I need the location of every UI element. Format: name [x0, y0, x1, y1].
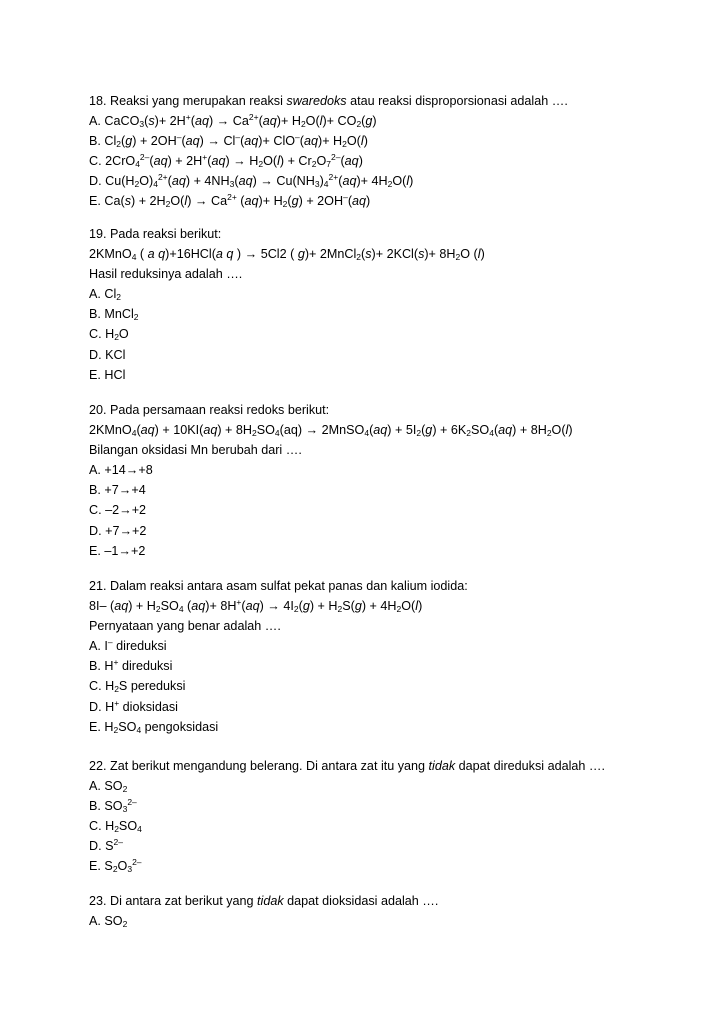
text-segment: ) → Ca: [208, 114, 249, 129]
italic-text: aq: [114, 599, 129, 614]
subscript: 3: [139, 119, 145, 130]
question-line: [89, 521, 719, 541]
text-segment: O: [316, 154, 327, 169]
text-segment: SO: [160, 599, 179, 614]
text-segment: SO: [118, 819, 138, 834]
subscript: 2: [293, 604, 299, 615]
text-segment: (: [190, 114, 195, 129]
text-segment: (: [136, 247, 148, 262]
subscript: 4: [364, 428, 370, 439]
subscript: 2: [342, 139, 347, 150]
text-segment: C. H: [89, 327, 115, 342]
italic-text: g: [125, 134, 133, 149]
text-segment: )+ 2MnCl: [304, 247, 357, 262]
text-segment: ): [568, 423, 573, 438]
question-line: [89, 676, 719, 696]
text-segment: S pereduksi: [118, 679, 186, 694]
text-segment: B. MnCl: [89, 307, 134, 322]
text-segment: ) → Cu(NH: [252, 174, 315, 189]
question-line: [89, 911, 719, 931]
text-segment: E. H: [89, 719, 114, 734]
superscript: 2–: [132, 857, 142, 868]
text-segment: B. H: [89, 659, 114, 674]
text-segment: ) + H: [128, 599, 156, 614]
subscript: 3: [229, 179, 235, 190]
italic-text: aq: [238, 174, 253, 189]
text-segment: E. –1→+2: [89, 543, 146, 558]
text-segment: Bilangan oksidasi Mn berubah dari ….: [89, 443, 302, 458]
italic-text: aq: [303, 134, 318, 149]
italic-text: l: [415, 599, 419, 614]
italic-text: g: [425, 423, 433, 438]
text-segment: S(: [342, 599, 355, 614]
italic-text: g: [297, 247, 305, 262]
text-segment: (: [181, 134, 186, 149]
question-line: [89, 500, 719, 520]
question-line: [89, 151, 719, 171]
question-block: [89, 891, 719, 931]
text-segment: E. Ca(: [89, 194, 125, 209]
subscript: 2: [416, 428, 422, 439]
text-segment: A. Cl: [89, 287, 117, 302]
text-segment: ) → Cl: [199, 134, 236, 149]
text-segment: ): [409, 174, 414, 189]
text-segment: ): [363, 134, 368, 149]
question-text: [89, 576, 719, 596]
text-segment: A. CaCO: [89, 114, 140, 129]
question-line: [89, 541, 719, 561]
text-segment: 23. Di antara zat berikut yang: [89, 894, 258, 908]
subscript: 2: [466, 428, 471, 439]
text-segment: Hasil reduksinya adalah ….: [89, 267, 243, 282]
question-line: [89, 616, 719, 636]
text-segment: ): [372, 114, 377, 129]
text-segment: ) + 2OH: [132, 134, 177, 149]
question-line: [89, 345, 719, 365]
text-segment: (: [493, 423, 499, 438]
italic-text: s: [148, 114, 155, 129]
italic-text: l: [360, 134, 364, 149]
subscript: 4: [489, 428, 494, 439]
text-segment: ): [366, 194, 371, 209]
superscript: 2+: [248, 112, 259, 123]
text-segment: (: [136, 423, 141, 438]
superscript: +: [114, 697, 120, 708]
superscript: 2+: [227, 192, 237, 203]
question-text: [89, 756, 719, 776]
italic-text: aq: [191, 599, 206, 614]
subscript: 4: [274, 428, 280, 439]
subscript: 2: [114, 684, 119, 695]
text-segment: ) + 2OH: [298, 194, 344, 209]
subscript: 4: [323, 179, 329, 190]
subscript: 2: [165, 199, 171, 210]
text-segment: C. 2CrO: [89, 154, 136, 169]
question-line: [89, 111, 719, 131]
italic-text: g: [302, 599, 310, 614]
text-segment: ) + 8H: [217, 423, 252, 438]
superscript: –: [107, 637, 113, 648]
subscript: 2: [251, 428, 257, 439]
text-segment: O: [118, 327, 129, 342]
text-segment: O(: [305, 114, 320, 129]
text-segment: ) + 10KI(: [154, 423, 204, 438]
text-segment: pengoksidasi: [141, 719, 219, 734]
text-segment: ) + Cr: [279, 154, 312, 169]
subscript: 2: [113, 724, 119, 735]
text-segment: O (: [460, 247, 478, 262]
italic-text: aq: [245, 599, 260, 614]
question-line: [89, 440, 719, 460]
italic-text: g: [365, 114, 373, 129]
text-segment: ) + 4H: [361, 599, 397, 614]
text-segment: (: [369, 423, 374, 438]
subscript: 2: [337, 604, 343, 615]
question-block: [89, 756, 719, 877]
subscript: 4: [178, 604, 184, 615]
italic-text: g: [291, 194, 299, 209]
italic-text: l: [406, 174, 410, 189]
text-segment: O(: [346, 134, 361, 149]
text-segment: atau reaksi disproporsionasi adalah ….: [346, 94, 568, 108]
text-segment: )+ H: [276, 114, 301, 129]
text-segment: (: [347, 194, 353, 209]
text-segment: ) → 5Cl2 (: [233, 247, 298, 262]
text-segment: dapat direduksi adalah ….: [455, 759, 605, 773]
text-segment: B. +7→+4: [89, 483, 146, 498]
text-segment: 2KMnO: [89, 247, 132, 262]
italic-text: swaredoks: [286, 94, 347, 108]
text-segment: 20. Pada persamaan reaksi redoks berikut:: [89, 403, 330, 417]
question-block: [89, 224, 719, 385]
text-segment: ) → Ca: [187, 194, 228, 209]
text-segment: C. H: [89, 679, 115, 694]
text-segment: )+ 4H: [356, 174, 388, 189]
text-segment: ) + 5I: [387, 423, 417, 438]
subscript: 3: [314, 179, 320, 190]
text-segment: SO: [118, 719, 137, 734]
superscript: –: [343, 192, 348, 203]
text-segment: O(: [263, 154, 278, 169]
text-segment: ) → 4I: [259, 599, 294, 614]
question-block: [89, 576, 719, 737]
text-segment: ) + 2H: [167, 154, 203, 169]
text-segment: )+ 8H: [424, 247, 456, 262]
text-segment: 21. Dalam reaksi antara asam sulfat pekat panas dan kalium iodida:: [89, 579, 468, 593]
text-segment: ): [319, 174, 324, 189]
question-line: [89, 480, 719, 500]
question-line: [89, 816, 719, 836]
text-segment: (: [149, 154, 154, 169]
superscript: +: [113, 657, 119, 668]
question-line: [89, 656, 719, 676]
subscript: 2: [396, 604, 402, 615]
text-segment: (: [240, 134, 245, 149]
superscript: 2–: [331, 152, 341, 163]
text-segment: SO: [471, 423, 490, 438]
subscript: 2: [114, 824, 119, 835]
text-segment: (: [241, 599, 246, 614]
text-segment: C. –2→+2: [89, 503, 147, 518]
subscript: 4: [153, 179, 158, 190]
subscript: 4: [136, 724, 142, 735]
superscript: +: [185, 112, 191, 123]
text-segment: O: [117, 859, 128, 874]
question-line: [89, 324, 719, 344]
text-segment: (: [298, 599, 303, 614]
italic-text: aq: [203, 423, 218, 438]
subscript: 2: [356, 119, 362, 130]
text-segment: ): [480, 247, 485, 262]
text-segment: ) → H: [225, 154, 259, 169]
question-text: [89, 400, 719, 420]
question-line: [89, 264, 719, 284]
text-segment: direduksi: [112, 639, 167, 654]
italic-text: s: [418, 247, 425, 262]
question-line: [89, 717, 719, 737]
text-segment: ) + 8H: [512, 423, 547, 438]
text-segment: C. H: [89, 819, 115, 834]
text-segment: direduksi: [118, 659, 173, 674]
text-segment: )+ CO: [322, 114, 357, 129]
text-segment: D. Cu(H: [89, 174, 135, 189]
superscript: +: [202, 152, 208, 163]
text-segment: (: [340, 154, 345, 169]
subscript: 4: [135, 159, 140, 170]
text-segment: O(: [392, 174, 407, 189]
subscript: 2: [546, 428, 552, 439]
text-segment: 22. Zat berikut mengandung belerang. Di antara zat itu yang: [89, 759, 429, 773]
text-segment: (: [121, 134, 126, 149]
text-segment: )+16HCl(: [165, 247, 216, 262]
superscript: 2–: [113, 837, 123, 848]
question-line: [89, 244, 719, 264]
question-line: [89, 365, 719, 385]
question-line: [89, 697, 719, 717]
text-segment: ): [418, 599, 423, 614]
italic-text: aq: [498, 423, 513, 438]
text-segment: )+ 8H: [205, 599, 237, 614]
subscript: 4: [131, 428, 137, 439]
subscript: 2: [455, 252, 461, 263]
text-segment: A. SO: [89, 914, 123, 929]
subscript: 2: [122, 784, 128, 795]
subscript: 4: [137, 824, 142, 835]
italic-text: aq: [185, 134, 200, 149]
superscript: 2–: [127, 797, 137, 808]
question-line: [89, 420, 719, 440]
italic-text: s: [365, 247, 372, 262]
italic-text: aq: [342, 174, 357, 189]
text-segment: dioksidasi: [119, 699, 178, 714]
subscript: 2: [116, 139, 122, 150]
subscript: 2: [258, 159, 264, 170]
question-text: [89, 91, 719, 111]
question-text: [89, 224, 719, 244]
text-segment: D. H: [89, 699, 115, 714]
italic-text: aq: [244, 134, 259, 149]
question-line: [89, 131, 719, 151]
italic-text: l: [184, 194, 188, 209]
text-segment: (: [361, 247, 366, 262]
text-segment: )+ H: [318, 134, 343, 149]
text-segment: dapat dioksidasi adalah ….: [283, 894, 439, 908]
superscript: –: [176, 132, 182, 143]
italic-text: s: [124, 194, 131, 209]
text-segment: )+ ClO: [258, 134, 296, 149]
question-line: [89, 796, 719, 816]
text-segment: B. SO: [89, 799, 123, 814]
text-segment: (: [258, 114, 263, 129]
subscript: 3: [127, 864, 133, 875]
question-block: [89, 91, 719, 212]
italic-text: a q: [147, 247, 166, 262]
italic-text: a q: [215, 247, 234, 262]
superscript: 2+: [328, 172, 339, 183]
text-segment: (: [299, 134, 304, 149]
italic-text: aq: [344, 154, 359, 169]
italic-text: l: [477, 247, 481, 262]
question-text: [89, 891, 719, 911]
italic-text: aq: [153, 154, 168, 169]
italic-text: tidak: [257, 894, 284, 908]
text-segment: ) + 6K: [432, 423, 467, 438]
text-segment: A. SO: [89, 779, 123, 794]
question-line: [89, 284, 719, 304]
italic-text: aq: [352, 194, 367, 209]
text-segment: ) + H: [309, 599, 338, 614]
subscript: 2: [134, 179, 140, 190]
text-segment: (: [338, 174, 343, 189]
superscript: 2+: [157, 172, 168, 183]
question-line: [89, 596, 719, 616]
text-segment: O(: [551, 423, 566, 438]
text-segment: )+ 2H: [154, 114, 186, 129]
text-segment: (: [144, 114, 149, 129]
text-segment: O(: [401, 599, 416, 614]
italic-text: l: [319, 114, 323, 129]
text-segment: 18. Reaksi yang merupakan reaksi: [89, 94, 287, 108]
text-segment: A. I: [89, 639, 108, 654]
text-segment: ) + 2H: [131, 194, 166, 209]
text-segment: E. S: [89, 859, 113, 874]
question-line: [89, 304, 719, 324]
text-segment: (: [287, 194, 292, 209]
superscript: –: [295, 132, 300, 143]
italic-text: aq: [211, 154, 226, 169]
superscript: –: [235, 132, 241, 143]
subscript: 2: [311, 159, 317, 170]
text-segment: (: [234, 174, 239, 189]
question-line: [89, 636, 719, 656]
text-segment: SO: [256, 423, 275, 438]
text-segment: (aq) → 2MnSO: [279, 423, 365, 438]
text-segment: O): [139, 174, 154, 189]
italic-text: aq: [171, 174, 186, 189]
subscript: 2: [133, 312, 139, 323]
italic-text: aq: [140, 423, 155, 438]
question-line: [89, 171, 719, 191]
italic-text: l: [565, 423, 569, 438]
italic-text: aq: [373, 423, 388, 438]
text-segment: 19. Pada reaksi berikut:: [89, 227, 222, 241]
italic-text: tidak: [428, 759, 456, 773]
text-segment: ) + 4NH: [185, 174, 230, 189]
text-segment: (: [167, 174, 172, 189]
text-segment: (: [207, 154, 212, 169]
subscript: 2: [356, 252, 362, 263]
italic-text: aq: [262, 114, 277, 129]
text-segment: ): [358, 154, 363, 169]
subscript: 2: [114, 332, 119, 343]
text-segment: D. +7→+2: [89, 523, 147, 538]
subscript: 7: [326, 159, 331, 170]
subscript: 2: [387, 179, 393, 190]
text-segment: (: [421, 423, 426, 438]
superscript: 2–: [139, 152, 150, 163]
text-segment: )+ 2KCl(: [371, 247, 419, 262]
question-block: [89, 400, 719, 561]
text-segment: (: [361, 114, 366, 129]
text-segment: B. Cl: [89, 134, 117, 149]
text-segment: D. S: [89, 839, 114, 854]
text-segment: A. +14→+8: [89, 463, 153, 478]
text-segment: Pernyataan yang benar adalah ….: [89, 619, 281, 634]
subscript: 2: [112, 864, 118, 875]
italic-text: g: [354, 599, 362, 614]
italic-text: l: [277, 154, 280, 169]
subscript: 2: [116, 292, 122, 303]
text-segment: (: [236, 194, 245, 209]
text-segment: D. KCl: [89, 347, 126, 362]
question-line: [89, 856, 719, 876]
text-segment: (: [183, 599, 192, 614]
subscript: 2: [282, 199, 288, 210]
question-line: [89, 460, 719, 480]
text-segment: )+ H: [258, 194, 283, 209]
subscript: 2: [122, 919, 128, 930]
text-segment: 8I– (: [89, 599, 115, 614]
subscript: 2: [300, 119, 306, 130]
text-segment: O(: [170, 194, 185, 209]
italic-text: aq: [194, 114, 209, 129]
text-segment: E. HCl: [89, 367, 126, 382]
italic-text: aq: [244, 194, 259, 209]
subscript: 2: [155, 604, 161, 615]
superscript: +: [236, 597, 242, 608]
question-line: [89, 191, 719, 211]
subscript: 4: [131, 252, 137, 263]
question-line: [89, 776, 719, 796]
subscript: 3: [122, 804, 128, 815]
question-line: [89, 836, 719, 856]
text-segment: 2KMnO: [89, 423, 132, 438]
